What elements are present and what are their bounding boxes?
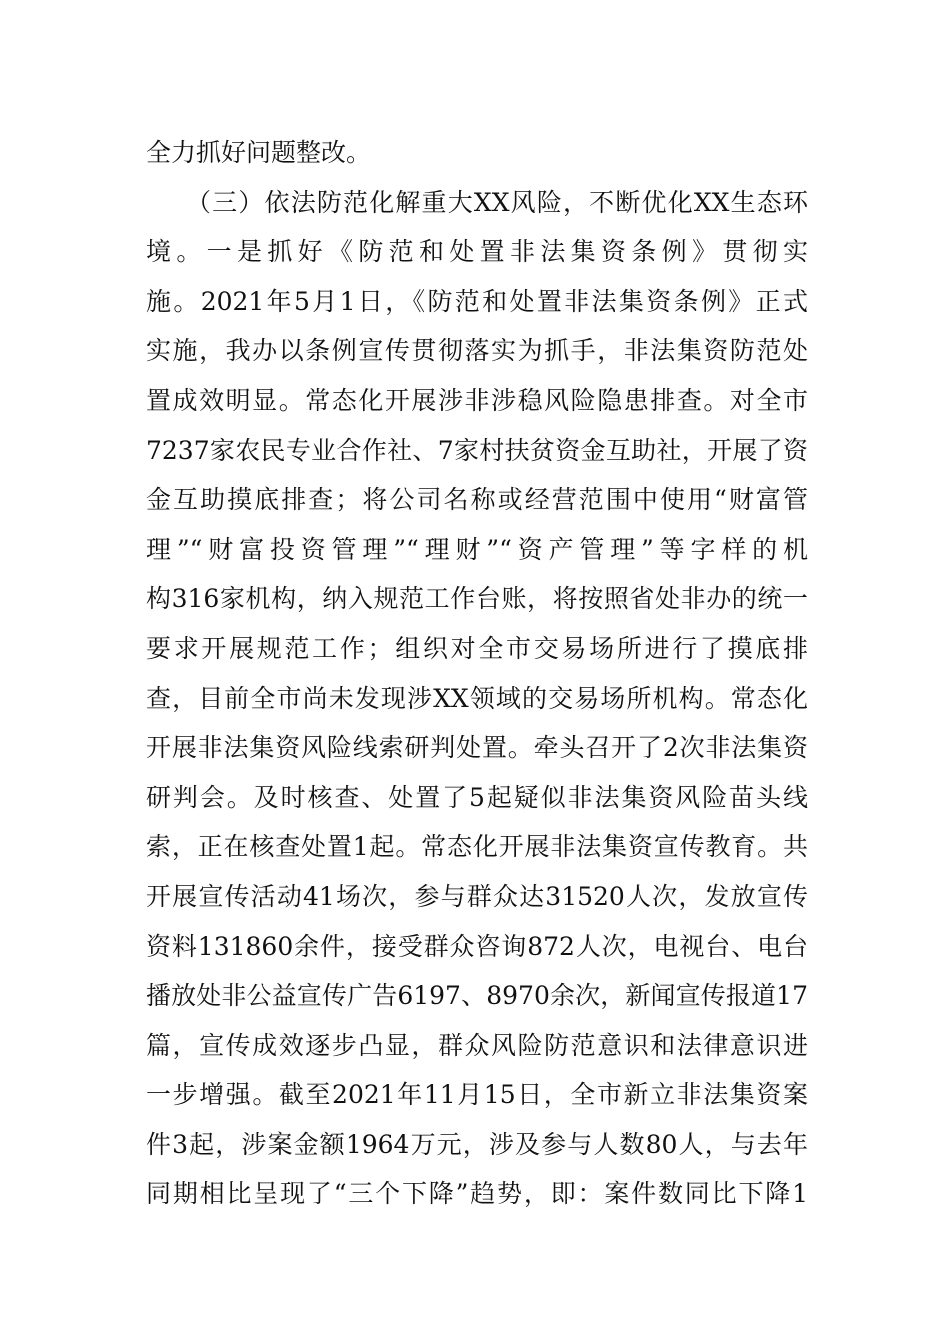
text-line: 件3起，涉案金额1964万元，涉及参与人数80人，与去年 [146,1129,808,1159]
text-line: 开展非法集资风险线索研判处置。牵头召开了2次非法集资 [146,733,808,763]
text-line: 置成效明显。常态化开展涉非涉稳风险隐患排查。对全市 [146,385,808,415]
text-line: 理”“财富投资管理”“理财”“资产管理”等字样的机 [146,534,808,564]
text-line: 研判会。及时核查、处置了5起疑似非法集资风险苗头线 [146,782,808,812]
text-line: 开展宣传活动41场次，参与群众达31520人次，发放宣传 [146,881,808,911]
text-line: 全力抓好问题整改。 [146,138,372,167]
text-line: 篇，宣传成效逐步凸显，群众风险防范意识和法律意识进 [146,1030,808,1060]
text-line: 同期相比呈现了“三个下降”趋势，即：案件数同比下降1 [146,1179,808,1209]
body-text [146,128,808,1219]
text-line: 金互助摸底排查；将公司名称或经营范围中使用“财富管 [146,485,808,515]
text-line: 境。一是抓好《防范和处置非法集资条例》贯彻实 [146,237,808,267]
text-line: 资料131860余件，接受群众咨询872人次，电视台、电台 [146,931,808,961]
text-line: 构316家机构，纳入规范工作台账，将按照省处非办的统一 [146,584,808,614]
text-line: 施。2021年5月1日，《防范和处置非法集资条例》正式 [146,286,808,316]
text-line: 7237家农民专业合作社、7家村扶贫资金互助社，开展了资 [146,435,808,465]
text-line: 索，正在核查处置1起。常态化开展非法集资宣传教育。共 [146,832,808,862]
text-line: 要求开展规范工作；组织对全市交易场所进行了摸底排 [146,633,808,663]
section-heading-line: （三）依法防范化解重大XX风险，不断优化XX生态环 [186,187,808,217]
text-line: 一步增强。截至2021年11月15日，全市新立非法集资案 [146,1080,808,1110]
text-line: 播放处非公益宣传广告6197、8970余次，新闻宣传报道17 [146,981,808,1011]
text-line: 实施，我办以条例宣传贯彻落实为抓手，非法集资防范处 [146,336,808,366]
text-line: 查，目前全市尚未发现涉XX领域的交易场所机构。常态化 [146,683,808,713]
